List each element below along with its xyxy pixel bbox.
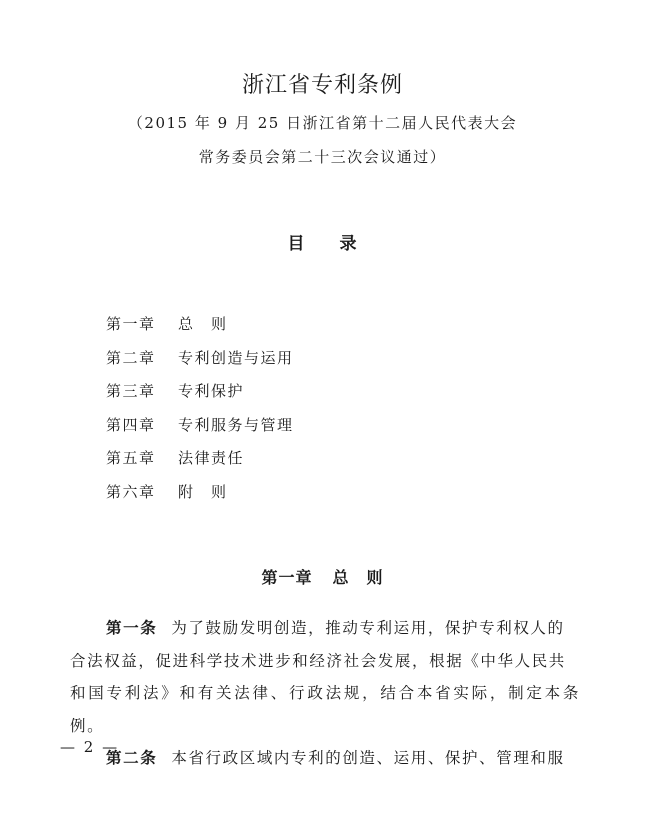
toc-heading-part1: 目 <box>287 234 306 254</box>
toc-item-name: 总 则 <box>178 315 228 333</box>
chapter-heading <box>0 565 645 588</box>
article-body <box>70 612 580 775</box>
toc-heading-part2: 录 <box>339 234 358 254</box>
page-number: — 2 — <box>60 738 120 756</box>
article-number: 第二条 <box>106 748 158 767</box>
chapter-label: 第一章 <box>261 568 313 587</box>
toc-item-name: 专利创造与运用 <box>178 348 294 367</box>
toc-item-chapter: 第三章 <box>106 382 156 401</box>
document-title: 浙江省专利条例 <box>241 73 403 98</box>
toc-item-name: 专利保护 <box>178 382 245 401</box>
table-of-contents <box>106 314 294 516</box>
toc-item[interactable] <box>106 448 294 482</box>
toc-item-chapter: 第二章 <box>106 348 156 367</box>
article-text: 为了鼓励发明创造，推动专利运用，保护专利权人的 <box>171 619 565 637</box>
toc-item-name: 专利服务与管理 <box>178 415 294 434</box>
toc-item[interactable] <box>106 348 294 382</box>
chapter-name: 总 则 <box>332 568 384 587</box>
toc-item-chapter: 第四章 <box>106 415 156 434</box>
toc-item-chapter: 第一章 <box>106 315 156 333</box>
article-1 <box>70 612 580 742</box>
toc-item[interactable] <box>106 415 294 449</box>
article-number: 第一条 <box>106 618 158 637</box>
document-subtitle-line2: 常务委员会第二十三次会议通过） <box>198 148 447 166</box>
article-line <box>70 742 580 775</box>
toc-item-name: 法律责任 <box>178 449 245 468</box>
article-line <box>70 612 580 645</box>
article-line: 和国专利法》和有关法律、行政法规，结合本省实际，制定本条例。 <box>70 684 580 735</box>
toc-item-name: 附 则 <box>178 482 228 501</box>
toc-item[interactable] <box>106 314 294 348</box>
article-text: 本省行政区域内专利的创造、运用、保护、管理和服 <box>171 749 565 767</box>
article-line: 合法权益，促进科学技术进步和经济社会发展，根据《中华人民共 <box>70 651 566 670</box>
toc-heading <box>0 229 645 254</box>
toc-item-chapter: 第五章 <box>106 449 156 468</box>
document-subtitle-line1: （2015 年 9 月 25 日浙江省第十二届人民代表大会 <box>127 114 518 132</box>
toc-item-chapter: 第六章 <box>106 482 156 501</box>
toc-item[interactable] <box>106 381 294 415</box>
article-2 <box>70 742 580 775</box>
toc-item[interactable] <box>106 482 294 516</box>
